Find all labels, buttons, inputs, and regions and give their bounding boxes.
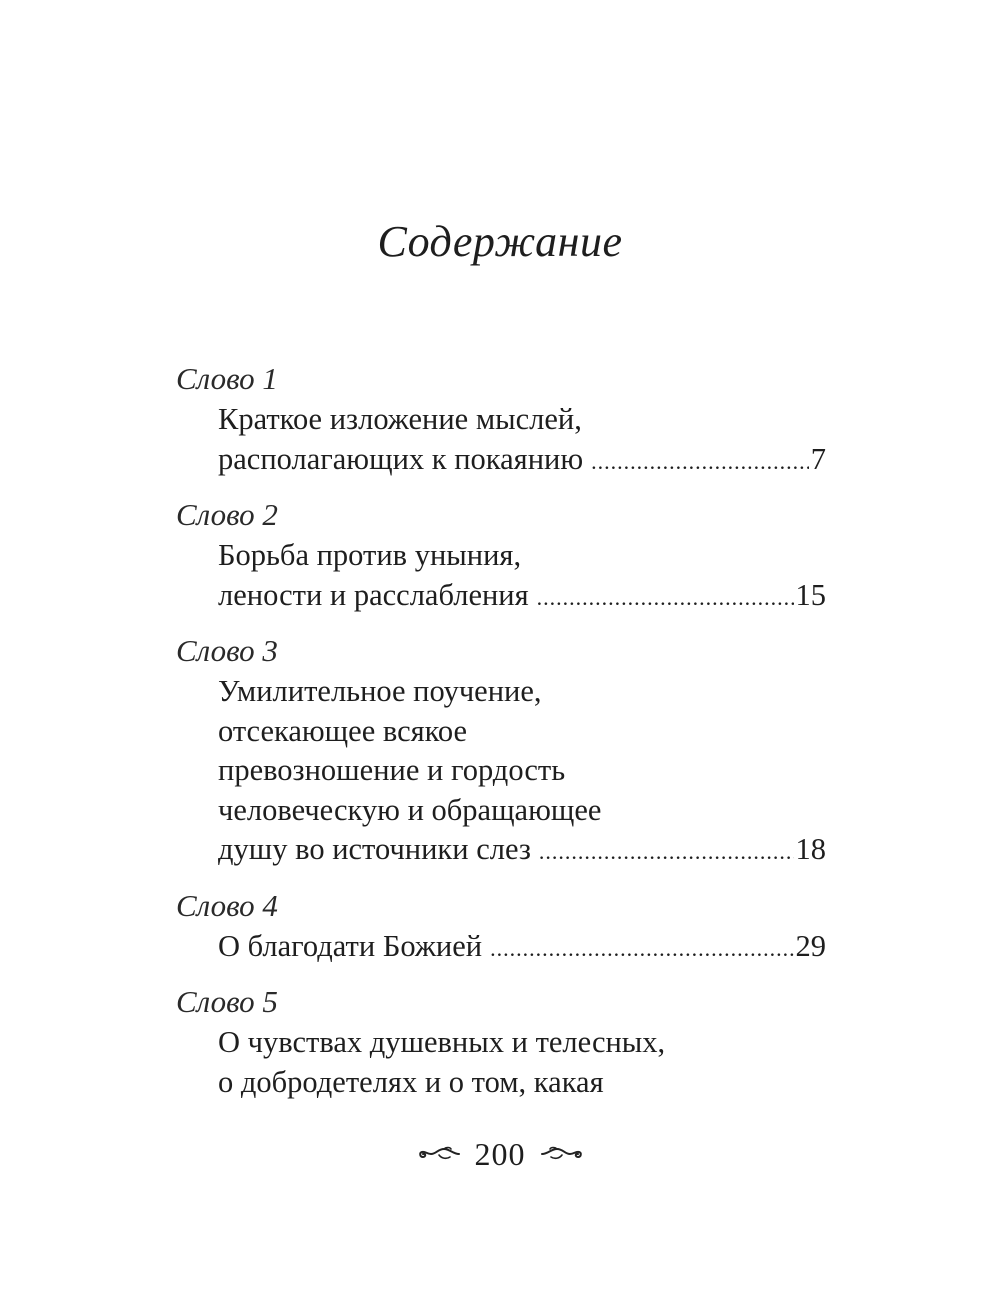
page-footer (0, 1132, 1000, 1176)
dot-leader (591, 442, 809, 482)
dot-leader (539, 832, 794, 872)
toc-entry-1 (176, 358, 826, 481)
dot-leader (537, 578, 794, 618)
page-number: 18 (795, 832, 826, 866)
entry-title-line: отсекающее всякое (218, 713, 468, 748)
entry-title-text: душу во источники слез (218, 832, 531, 866)
chapter-label: Слово 1 (176, 361, 278, 396)
entry-title-line: превозношение и гордость (218, 753, 566, 787)
toc-entry-4 (176, 885, 826, 969)
page-number: 7 (810, 441, 826, 476)
entry-title-line: Борьба против уныния, (218, 538, 522, 572)
entry-title-line (176, 440, 826, 482)
entry-title-text: лености и расслабления (218, 577, 529, 612)
chapter-label: Слово 4 (176, 887, 278, 923)
entry-title-line: о добродетелях и о том, какая (218, 1064, 604, 1099)
entry-title-line: О чувствах душевных и телесных, (218, 1025, 666, 1059)
dot-leader (490, 929, 793, 969)
chapter-label: Слово 3 (176, 633, 278, 668)
entry-title-text: О благодати Божией (218, 928, 483, 963)
flourish-ornament-icon (417, 1145, 461, 1163)
entry-title-line (176, 927, 826, 969)
entry-title-line (176, 830, 826, 872)
chapter-label: Слово 5 (176, 984, 278, 1019)
flourish-ornament-icon (540, 1145, 584, 1163)
entry-title-line: Умилительное поучение, (218, 674, 542, 708)
toc-entry-3 (176, 630, 826, 872)
toc-entry-2 (176, 494, 826, 617)
entry-title-line (176, 576, 826, 618)
entry-title-text: располагающих к покаянию (218, 441, 584, 476)
entry-title-line: человеческую и обращающее (218, 792, 602, 827)
entry-title-line: Краткое изложение мыслей, (218, 402, 582, 436)
page-number: 15 (795, 577, 826, 612)
table-of-contents (176, 358, 826, 1115)
page-title: Содержание (377, 217, 623, 266)
chapter-label: Слово 2 (176, 497, 278, 532)
page-number: 29 (795, 928, 826, 963)
page-number-footer: 200 (474, 1136, 526, 1172)
toc-entry-5 (176, 981, 826, 1102)
